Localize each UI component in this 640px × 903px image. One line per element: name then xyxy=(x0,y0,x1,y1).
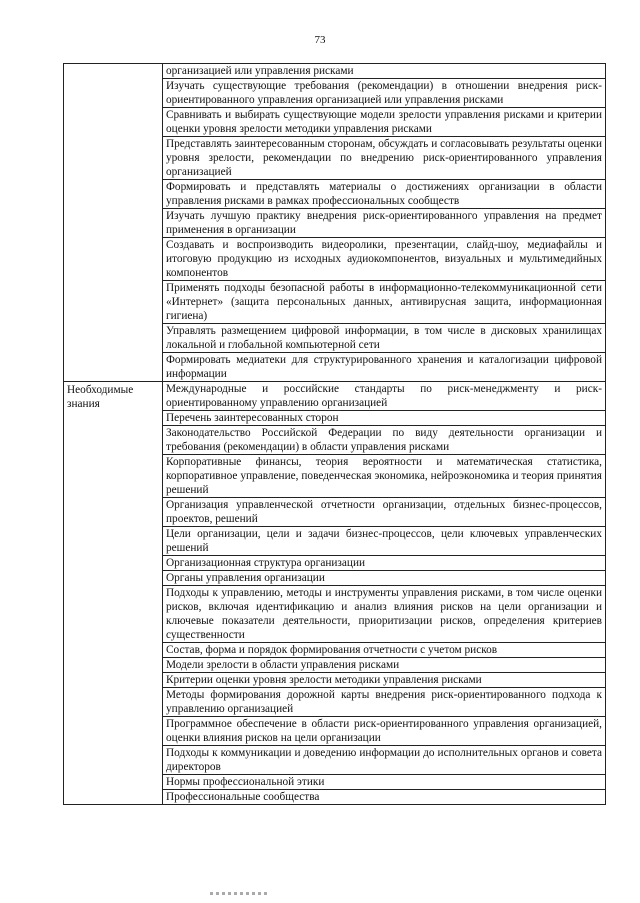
table-row xyxy=(64,382,606,411)
requirement-item: Формировать медиатеки для структурированного хранения и каталогизации цифровой информации xyxy=(163,353,606,382)
requirement-item: Сравнивать и выбирать существующие модели зрелости управления рисками и критерии оценки уровня зрелости методики управления рисками xyxy=(163,108,606,137)
requirement-item: Управлять размещением цифровой информации, в том числе в дисковых хранилищах локальной и глобальной компьютерной сети xyxy=(163,324,606,353)
requirement-item: Создавать и воспроизводить видеоролики, презентации, слайд-шоу, медиафайлы и итоговую продукцию из исходных аудиокомпонентов, визуальных и мультимедийных компонентов xyxy=(163,238,606,281)
table-body xyxy=(64,64,606,805)
requirement-item: Модели зрелости в области управления рисками xyxy=(163,658,606,673)
requirement-item: Нормы профессиональной этики xyxy=(163,775,606,790)
requirement-item: Критерии оценки уровня зрелости методики управления рисками xyxy=(163,673,606,688)
requirement-item: Изучать существующие требования (рекомендации) в отношении внедрения риск-ориентированного управления организацией или управления рисками xyxy=(163,79,606,108)
requirement-item: Представлять заинтересованным сторонам, обсуждать и согласовывать результаты оценки уровня зрелости, рекомендации по внедрению риск-ориентированного управления организацией xyxy=(163,137,606,180)
section-label xyxy=(64,64,163,382)
requirement-item: Корпоративные финансы, теория вероятности и математическая статистика, корпоративное управление, поведенческая экономика, нейроэкономика и теория принятия решений xyxy=(163,455,606,498)
requirement-item: Международные и российские стандарты по риск-менеджменту и риск-ориентированному управлению организацией xyxy=(163,382,606,411)
requirement-item: Организационная структура организации xyxy=(163,556,606,571)
requirement-item: Законодательство Российской Федерации по виду деятельности организации и требования (рекомендации) в области управления рисками xyxy=(163,426,606,455)
requirement-item: Цели организации, цели и задачи бизнес-процессов, цели ключевых управленческих решений xyxy=(163,527,606,556)
requirement-item: Организация управленческой отчетности организации, отдельных бизнес-процессов, проектов, решений xyxy=(163,498,606,527)
requirement-item: Профессиональные сообщества xyxy=(163,790,606,805)
requirement-item: Подходы к управлению, методы и инструменты управления рисками, в том числе оценки рисков, включая идентификацию и анализ влияния рисков на цели организации и ключевые показатели деятельности, приоритизации рисков, определения критериев существенности xyxy=(163,586,606,643)
requirement-item: организацией или управления рисками xyxy=(163,64,606,79)
requirement-item: Программное обеспечение в области риск-ориентированного управления организацией, оценки влияния рисков на цели организации xyxy=(163,717,606,746)
requirement-item: Изучать лучшую практику внедрения риск-ориентированного управления на предмет применения в организации xyxy=(163,209,606,238)
competency-table xyxy=(63,63,606,805)
requirement-item: Применять подходы безопасной работы в информационно-телекоммуникационной сети «Интернет» (защита персональных данных, антивирусная защита, информационная гигиена) xyxy=(163,281,606,324)
table-row xyxy=(64,64,606,79)
page-number: 73 xyxy=(314,34,326,46)
requirement-item: Методы формирования дорожной карты внедрения риск-ориентированного подхода к управлению организацией xyxy=(163,688,606,717)
scan-artifact xyxy=(210,892,270,895)
requirement-item: Органы управления организации xyxy=(163,571,606,586)
requirement-item: Состав, форма и порядок формирования отчетности с учетом рисков xyxy=(163,643,606,658)
requirement-item: Перечень заинтересованных сторон xyxy=(163,411,606,426)
requirement-item: Формировать и представлять материалы о достижениях организации в области управления рисками в рамках профессиональных сообществ xyxy=(163,180,606,209)
section-label: Необходимые знания xyxy=(64,382,163,805)
requirement-item: Подходы к коммуникации и доведению информации до исполнительных органов и совета директоров xyxy=(163,746,606,775)
